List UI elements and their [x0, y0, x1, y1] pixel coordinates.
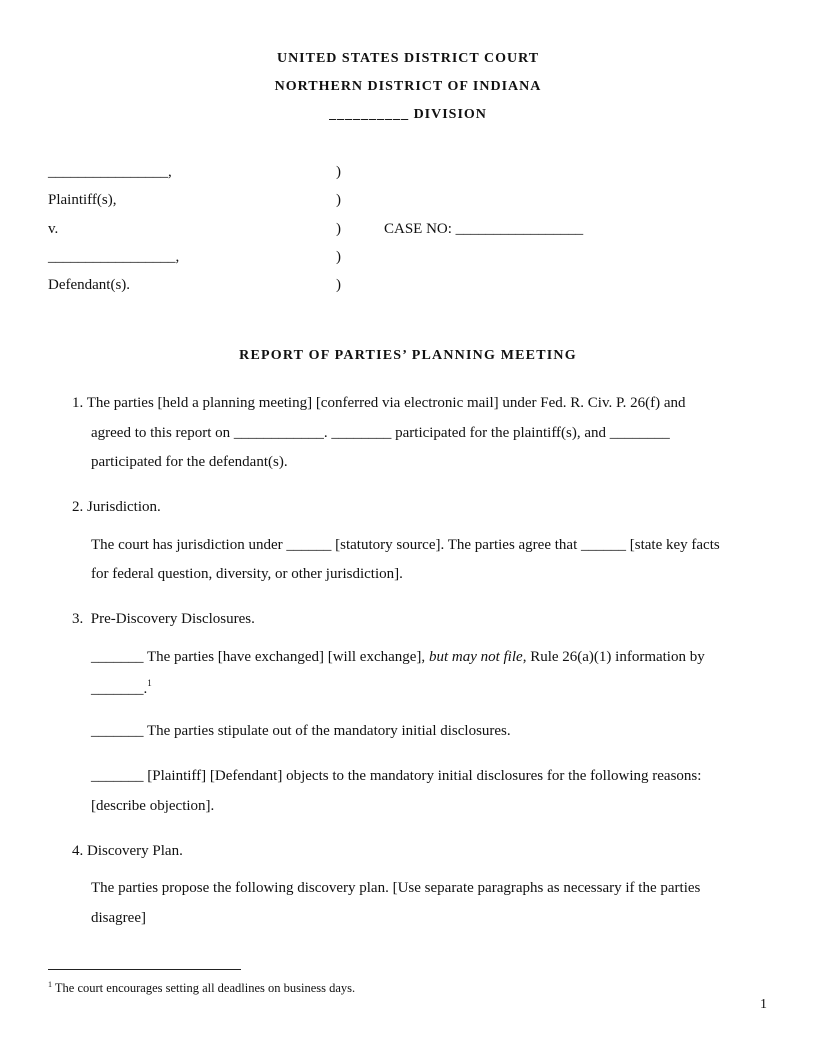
plaintiff-blank: ________________,: [48, 164, 172, 180]
section-3-heading: 3. Pre-Discovery Disclosures.: [72, 611, 255, 627]
footnote-mark: 1: [48, 980, 52, 989]
section-2-line-2: for federal question, diversity, or other jurisdiction].: [91, 566, 403, 582]
section-3-para-a-line-2: [91, 678, 152, 698]
footnote-separator: [48, 969, 241, 970]
defendant-blank: _________________,: [48, 249, 180, 265]
section-4-line-2: disagree]: [91, 910, 146, 926]
section-2-heading: 2. Jurisdiction.: [72, 499, 161, 515]
footnote-reference[interactable]: 1: [147, 678, 152, 688]
section-3-para-c-line-1: _______ [Plaintiff] [Defendant] objects to the mandatory initial disclosures for the following reasons:: [91, 768, 702, 784]
caption-paren: ): [336, 277, 341, 293]
section-4-line-1: The parties propose the following discovery plan. [Use separate paragraphs as necessary if the parties: [91, 880, 701, 896]
section-1-line-2: agreed to this report on ____________. ________ participated for the plaintiff(s), and ________: [91, 425, 670, 441]
case-number: CASE NO: _________________: [384, 221, 584, 237]
division-line: __________ DIVISION: [329, 107, 487, 122]
section-3-para-a-italic: but may not file: [428, 649, 523, 665]
page-number: 1: [760, 997, 767, 1012]
section-1-line-1: 1. The parties [held a planning meeting] [conferred via electronic mail] under Fed. R. Civ. P. 26(f) and: [72, 395, 686, 411]
section-2-line-1: The court has jurisdiction under ______ [statutory source]. The parties agree that ______ [state key facts: [91, 537, 720, 553]
document-title: REPORT OF PARTIES’ PLANNING MEETING: [239, 348, 577, 363]
caption-paren: ): [336, 192, 341, 208]
plaintiff-label: Plaintiff(s),: [48, 192, 117, 208]
section-3-para-a-pre: _______ The parties [have exchanged] [will exchange],: [91, 649, 429, 665]
versus-label: v.: [48, 221, 59, 237]
defendant-label: Defendant(s).: [48, 277, 131, 293]
court-name: UNITED STATES DISTRICT COURT: [276, 51, 540, 66]
footnote-text: The court encourages setting all deadlines on business days.: [52, 981, 356, 995]
section-3-para-c-line-2: [describe objection].: [91, 798, 215, 814]
caption-paren: ): [336, 249, 341, 265]
section-1-line-3: participated for the defendant(s).: [91, 454, 288, 470]
section-3-para-a-blank: _______.: [91, 681, 148, 697]
caption-paren: ): [336, 221, 341, 237]
district-name: NORTHERN DISTRICT OF INDIANA: [274, 79, 542, 94]
section-3-para-b: _______ The parties stipulate out of the mandatory initial disclosures.: [91, 723, 511, 739]
section-3-para-a-line-1: [91, 649, 705, 666]
section-3-para-a-post: , Rule 26(a)(1) information by: [522, 649, 705, 665]
footnote: [48, 980, 355, 996]
caption-paren: ): [336, 164, 341, 180]
section-4-heading: 4. Discovery Plan.: [72, 843, 183, 859]
